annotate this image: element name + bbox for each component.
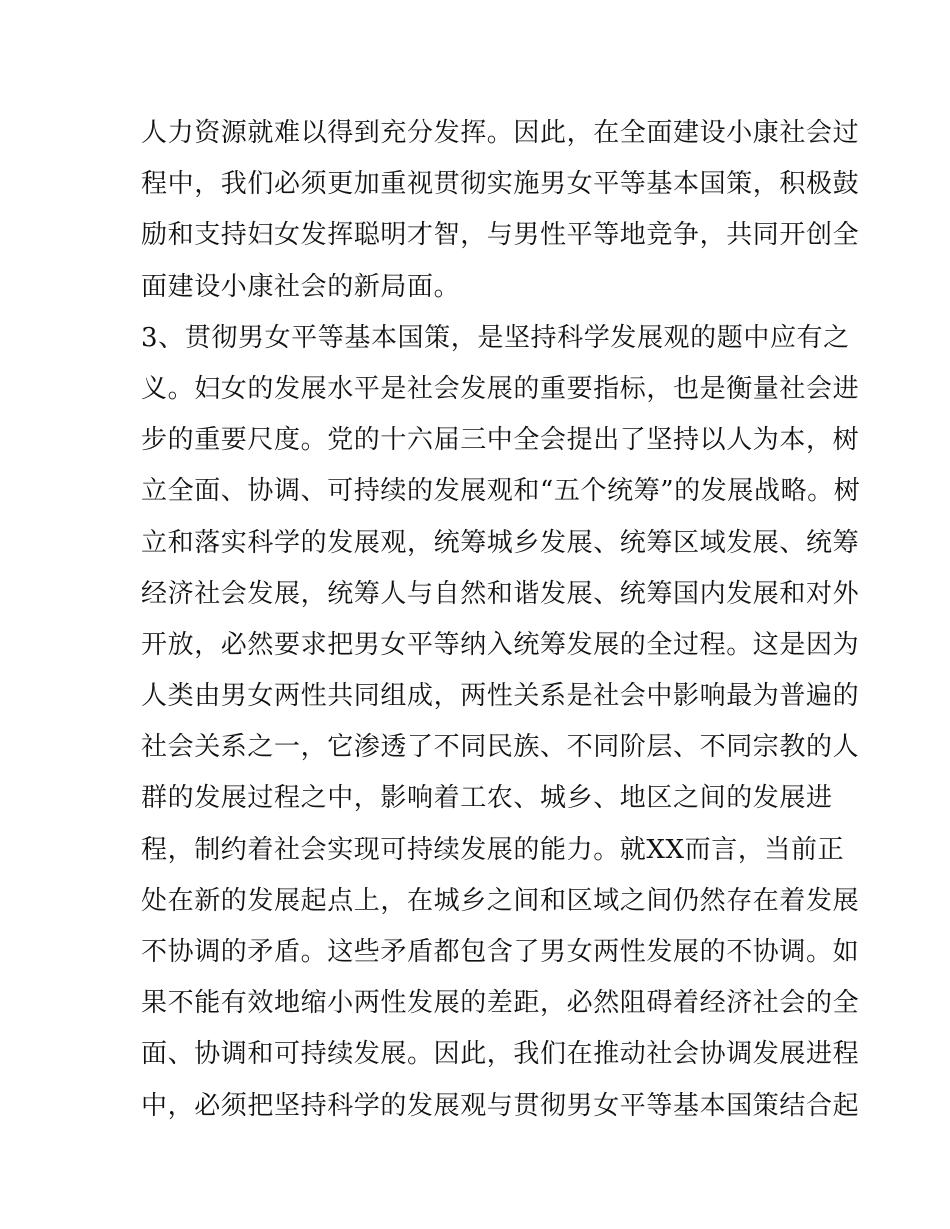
text-line: 程中，我们必须更加重视贯彻实施男女平等基本国策，积极鼓 bbox=[141, 169, 860, 200]
text-line: 经济社会发展，统筹人与自然和谐发展、统筹国内发展和对外 bbox=[141, 578, 860, 609]
text-line: 社会关系之一，它渗透了不同民族、不同阶层、不同宗教的人 bbox=[141, 732, 860, 763]
text-line: 开放，必然要求把男女平等纳入统筹发展的全过程。这是因为 bbox=[141, 629, 860, 660]
text-line: 立全面、协调、可持续的发展观和“五个统筹”的发展战略。树 bbox=[141, 476, 861, 507]
text-line: 立和落实科学的发展观，统筹城乡发展、统筹区域发展、统筹 bbox=[141, 527, 860, 558]
text-line: 果不能有效地缩小两性发展的差距，必然阻碍着经济社会的全 bbox=[141, 988, 860, 1019]
text-line: 中，必须把坚持科学的发展观与贯彻男女平等基本国策结合起 bbox=[141, 1090, 860, 1121]
text-line: 励和支持妇女发挥聪明才智，与男性平等地竞争，共同开创全 bbox=[141, 220, 860, 251]
text-line: 人力资源就难以得到充分发挥。因此，在全面建设小康社会过 bbox=[141, 118, 860, 148]
text-line: 程，制约着社会实现可持续发展的能力。就XX而言，当前正 bbox=[141, 834, 845, 865]
text-line: 群的发展过程之中，影响着工农、城乡、地区之间的发展进 bbox=[141, 783, 833, 814]
text-line: 步的重要尺度。党的十六届三中全会提出了坚持以人为本，树 bbox=[141, 425, 860, 456]
text-line: 面建设小康社会的新局面。 bbox=[141, 271, 461, 302]
text-line: 不协调的矛盾。这些矛盾都包含了男女两性发展的不协调。如 bbox=[141, 937, 860, 967]
text-line: 人类由男女两性共同组成，两性关系是社会中影响最为普遍的 bbox=[141, 681, 860, 712]
text-line: 3、贯彻男女平等基本国策，是坚持科学发展观的题中应有之 bbox=[141, 322, 850, 353]
text-line: 面、协调和可持续发展。因此，我们在推动社会协调发展进程 bbox=[141, 1039, 860, 1070]
text-line: 义。妇女的发展水平是社会发展的重要指标，也是衡量社会进 bbox=[141, 373, 860, 404]
body-text bbox=[141, 108, 861, 1132]
text-line: 处在新的发展起点上，在城乡之间和区域之间仍然存在着发展 bbox=[141, 885, 860, 916]
